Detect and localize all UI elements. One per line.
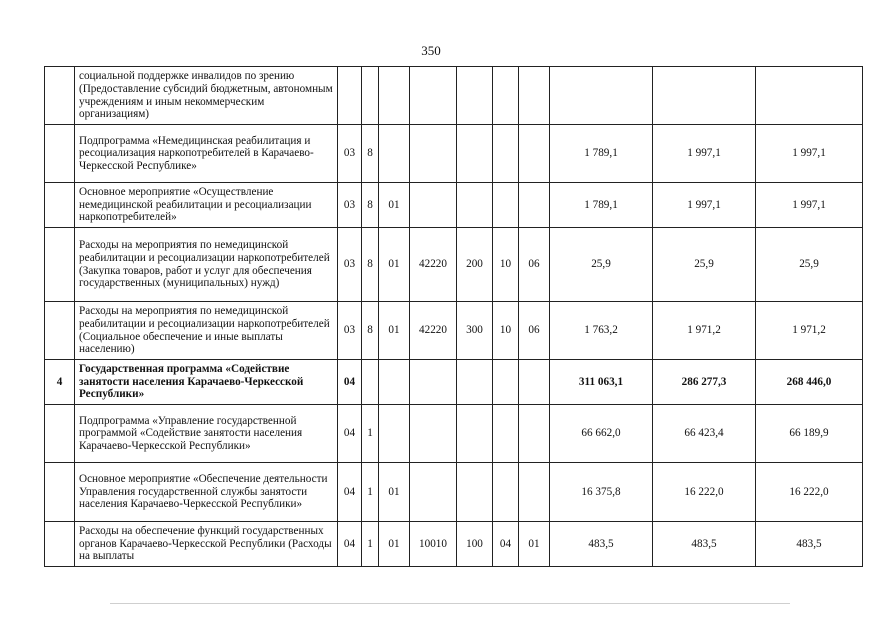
- expense-direction-code-cell: [410, 360, 457, 405]
- table-row: [45, 405, 863, 463]
- program-code-cell: 04: [338, 360, 362, 405]
- subsection-code-cell: [519, 67, 550, 125]
- row-number-cell: 4: [45, 360, 75, 405]
- program-code-cell: 04: [338, 405, 362, 463]
- subsection-code-cell: 06: [519, 302, 550, 360]
- subsection-code-cell: [519, 405, 550, 463]
- amount-year-1-cell: 311 063,1: [550, 360, 653, 405]
- section-code-cell: [493, 360, 519, 405]
- expense-direction-code-cell: 42220: [410, 228, 457, 302]
- expense-type-code-cell: [457, 405, 493, 463]
- amount-year-3-cell: 483,5: [756, 522, 863, 567]
- row-name-cell: Государственная программа «Содействие занятости населения Карачаево-Черкесской Республики»: [75, 360, 338, 405]
- section-code-cell: [493, 183, 519, 228]
- amount-year-1-cell: 483,5: [550, 522, 653, 567]
- amount-year-1-cell: 16 375,8: [550, 463, 653, 522]
- row-number-cell: [45, 67, 75, 125]
- expense-direction-code-cell: [410, 125, 457, 183]
- expense-direction-code-cell: 10010: [410, 522, 457, 567]
- amount-year-2-cell: 66 423,4: [653, 405, 756, 463]
- amount-year-2-cell: 1 997,1: [653, 183, 756, 228]
- row-name-cell: Основное мероприятие «Обеспечение деятельности Управления государственной службы занятости населения Карачаево-Черкесской Республики»: [75, 463, 338, 522]
- amount-year-3-cell: 1 997,1: [756, 125, 863, 183]
- expense-type-code-cell: [457, 67, 493, 125]
- measure-code-cell: [379, 67, 410, 125]
- section-code-cell: 04: [493, 522, 519, 567]
- subsection-code-cell: [519, 183, 550, 228]
- row-number-cell: [45, 183, 75, 228]
- table-row: [45, 183, 863, 228]
- expense-type-code-cell: 100: [457, 522, 493, 567]
- expense-direction-code-cell: [410, 463, 457, 522]
- subprogram-code-cell: 8: [362, 125, 379, 183]
- expense-type-code-cell: 300: [457, 302, 493, 360]
- subprogram-code-cell: 8: [362, 228, 379, 302]
- section-code-cell: [493, 125, 519, 183]
- expense-type-code-cell: [457, 360, 493, 405]
- section-code-cell: [493, 405, 519, 463]
- amount-year-3-cell: [756, 67, 863, 125]
- row-number-cell: [45, 125, 75, 183]
- row-number-cell: [45, 302, 75, 360]
- subsection-code-cell: 01: [519, 522, 550, 567]
- section-code-cell: [493, 67, 519, 125]
- subprogram-code-cell: 1: [362, 522, 379, 567]
- amount-year-1-cell: 1 789,1: [550, 183, 653, 228]
- amount-year-3-cell: 16 222,0: [756, 463, 863, 522]
- amount-year-3-cell: 1 997,1: [756, 183, 863, 228]
- amount-year-1-cell: 1 763,2: [550, 302, 653, 360]
- expense-type-code-cell: 200: [457, 228, 493, 302]
- subprogram-code-cell: [362, 67, 379, 125]
- row-number-cell: [45, 405, 75, 463]
- amount-year-1-cell: 66 662,0: [550, 405, 653, 463]
- measure-code-cell: 01: [379, 463, 410, 522]
- measure-code-cell: 01: [379, 522, 410, 567]
- table-body: [45, 67, 863, 567]
- row-name-cell: Подпрограмма «Управление государственной программой «Содействие занятости населения Карачаево-Черкесской Республики»: [75, 405, 338, 463]
- table-row: [45, 463, 863, 522]
- measure-code-cell: 01: [379, 228, 410, 302]
- amount-year-2-cell: 16 222,0: [653, 463, 756, 522]
- table-row: [45, 228, 863, 302]
- subprogram-code-cell: 1: [362, 405, 379, 463]
- section-code-cell: 10: [493, 228, 519, 302]
- subsection-code-cell: [519, 360, 550, 405]
- table-row: [45, 302, 863, 360]
- subprogram-code-cell: 8: [362, 302, 379, 360]
- subprogram-code-cell: 1: [362, 463, 379, 522]
- program-code-cell: 04: [338, 463, 362, 522]
- amount-year-1-cell: 25,9: [550, 228, 653, 302]
- program-code-cell: 03: [338, 228, 362, 302]
- amount-year-2-cell: 1 997,1: [653, 125, 756, 183]
- amount-year-2-cell: 286 277,3: [653, 360, 756, 405]
- subsection-code-cell: [519, 125, 550, 183]
- row-name-cell: Расходы на мероприятия по немедицинской реабилитации и ресоциализации наркопотребителей (Социальное обеспечение и иные выплаты населению): [75, 302, 338, 360]
- row-name-cell: Основное мероприятие «Осуществление немедицинской реабилитации и ресоциализации наркопотребителей»: [75, 183, 338, 228]
- program-code-cell: 03: [338, 183, 362, 228]
- row-number-cell: [45, 228, 75, 302]
- amount-year-1-cell: [550, 67, 653, 125]
- amount-year-2-cell: 25,9: [653, 228, 756, 302]
- measure-code-cell: [379, 405, 410, 463]
- expense-direction-code-cell: [410, 183, 457, 228]
- expense-type-code-cell: [457, 183, 493, 228]
- subprogram-code-cell: [362, 360, 379, 405]
- expense-type-code-cell: [457, 463, 493, 522]
- amount-year-3-cell: 268 446,0: [756, 360, 863, 405]
- subsection-code-cell: 06: [519, 228, 550, 302]
- measure-code-cell: [379, 125, 410, 183]
- amount-year-3-cell: 1 971,2: [756, 302, 863, 360]
- row-name-cell: Расходы на обеспечение функций государственных органов Карачаево-Черкесской Республики (Расходы на выплаты: [75, 522, 338, 567]
- subprogram-code-cell: 8: [362, 183, 379, 228]
- page-number: 350: [421, 43, 441, 58]
- amount-year-3-cell: 25,9: [756, 228, 863, 302]
- row-number-cell: [45, 463, 75, 522]
- measure-code-cell: 01: [379, 183, 410, 228]
- budget-table: [44, 66, 863, 567]
- row-name-cell: социальной поддержке инвалидов по зрению (Предоставление субсидий бюджетным, автономным учреждениям и иным некоммерческим организациям): [75, 67, 338, 125]
- measure-code-cell: 01: [379, 302, 410, 360]
- measure-code-cell: [379, 360, 410, 405]
- row-name-cell: Расходы на мероприятия по немедицинской реабилитации и ресоциализации наркопотребителей (Закупка товаров, работ и услуг для обеспечения государственных (муниципальных) нужд): [75, 228, 338, 302]
- row-name-cell: Подпрограмма «Немедицинская реабилитация и ресоциализация наркопотребителей в Карачаево-Черкесской Республике»: [75, 125, 338, 183]
- expense-direction-code-cell: [410, 405, 457, 463]
- expense-direction-code-cell: 42220: [410, 302, 457, 360]
- program-code-cell: 03: [338, 302, 362, 360]
- program-code-cell: [338, 67, 362, 125]
- section-code-cell: [493, 463, 519, 522]
- section-code-cell: 10: [493, 302, 519, 360]
- program-code-cell: 04: [338, 522, 362, 567]
- program-code-cell: 03: [338, 125, 362, 183]
- amount-year-2-cell: 1 971,2: [653, 302, 756, 360]
- table-row: [45, 67, 863, 125]
- expense-direction-code-cell: [410, 67, 457, 125]
- amount-year-1-cell: 1 789,1: [550, 125, 653, 183]
- table-row: [45, 125, 863, 183]
- table-row: [45, 522, 863, 567]
- expense-type-code-cell: [457, 125, 493, 183]
- row-number-cell: [45, 522, 75, 567]
- amount-year-2-cell: 483,5: [653, 522, 756, 567]
- amount-year-3-cell: 66 189,9: [756, 405, 863, 463]
- subsection-code-cell: [519, 463, 550, 522]
- scan-artifact-line: [110, 603, 790, 604]
- table-row: [45, 360, 863, 405]
- amount-year-2-cell: [653, 67, 756, 125]
